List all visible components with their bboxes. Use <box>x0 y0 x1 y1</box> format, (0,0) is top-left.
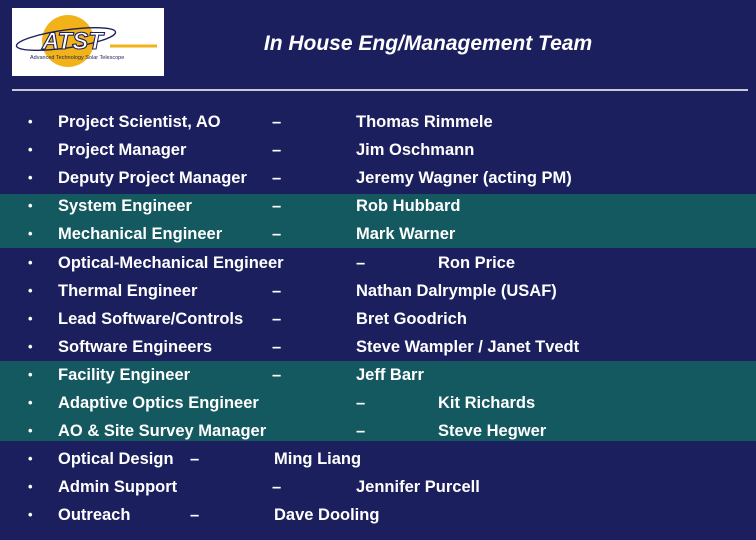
member-name: Steve Hegwer <box>438 422 547 441</box>
bullet-marker: • <box>28 310 33 326</box>
team-member-row <box>0 361 756 389</box>
separator-dash: – <box>190 506 200 525</box>
bullet-marker: • <box>28 170 33 186</box>
separator-dash: – <box>272 113 282 131</box>
member-name: Kit Richards <box>438 394 536 412</box>
separator-dash: – <box>272 141 282 160</box>
bullet-marker: • <box>28 338 33 354</box>
separator-dash: – <box>272 281 282 300</box>
slide-title: In House Eng/Management Team <box>263 32 593 55</box>
member-role: AO & Site Survey Manager <box>58 422 267 441</box>
bullet-marker: • <box>28 507 33 523</box>
member-role: Optical-Mechanical Engineer <box>58 253 284 272</box>
member-name: Mark Warner <box>356 225 456 244</box>
member-name: Ming Liang <box>274 450 362 469</box>
separator-dash: – <box>272 365 282 384</box>
bullet-marker: • <box>28 226 33 242</box>
team-member-row <box>0 192 756 220</box>
member-role: Deputy Project Manager <box>58 169 247 188</box>
bullet-marker: • <box>28 114 33 129</box>
bullet-marker: • <box>28 451 33 467</box>
member-name: Steve Wampler / Janet Tvedt <box>356 337 580 356</box>
team-member-row <box>0 501 756 529</box>
bullet-marker: • <box>28 142 33 158</box>
team-member-row <box>0 220 756 248</box>
member-role: Project Scientist, AO <box>58 113 221 131</box>
svg-text:Advanced Technology Solar Tele: Advanced Technology Solar Telescope <box>30 55 125 61</box>
member-role: Software Engineers <box>58 337 213 356</box>
team-member-row <box>0 108 756 136</box>
member-name: Rob Hubbard <box>356 197 461 216</box>
member-role: Adaptive Optics Engineer <box>58 394 259 412</box>
member-role: System Engineer <box>58 197 192 216</box>
separator-dash: – <box>272 478 282 497</box>
separator-dash: – <box>356 394 366 412</box>
team-member-row <box>0 277 756 305</box>
bullet-marker: • <box>28 198 33 214</box>
bullet-marker: • <box>28 282 33 298</box>
separator-dash: – <box>190 450 200 469</box>
team-member-row <box>0 249 756 277</box>
member-role: Project Manager <box>58 141 187 160</box>
team-member-row <box>0 333 756 361</box>
member-name: Jennifer Purcell <box>356 478 480 497</box>
team-member-row <box>0 389 756 417</box>
svg-text:ATST: ATST <box>42 28 103 55</box>
member-role: Outreach <box>58 506 131 525</box>
member-name: Jeremy Wagner (acting PM) <box>356 169 572 188</box>
atst-logo-graphic <box>12 8 164 76</box>
separator-dash: – <box>272 337 282 356</box>
bullet-marker: • <box>28 423 33 439</box>
team-member-row <box>0 445 756 473</box>
separator-dash: – <box>356 422 366 441</box>
team-member-row <box>0 136 756 164</box>
bullet-marker: • <box>28 395 33 410</box>
bullet-marker: • <box>28 479 33 495</box>
member-name: Ron Price <box>438 253 516 272</box>
member-name: Bret Goodrich <box>356 309 467 328</box>
atst-logo <box>12 8 164 76</box>
member-name: Dave Dooling <box>274 506 380 525</box>
member-role: Mechanical Engineer <box>58 225 223 244</box>
member-name: Thomas Rimmele <box>356 113 493 131</box>
separator-dash: – <box>272 309 282 328</box>
team-member-row <box>0 473 756 501</box>
member-role: Optical Design <box>58 450 174 469</box>
member-name: Jim Oschmann <box>356 141 475 160</box>
team-member-row <box>0 305 756 333</box>
bullet-marker: • <box>28 254 33 270</box>
separator-dash: – <box>272 225 282 244</box>
team-member-row <box>0 164 756 192</box>
team-member-row <box>0 417 756 445</box>
member-role: Facility Engineer <box>58 365 191 384</box>
member-name: Jeff Barr <box>356 365 424 384</box>
member-role: Thermal Engineer <box>58 281 198 300</box>
member-role: Lead Software/Controls <box>58 309 244 328</box>
separator-dash: – <box>356 253 366 272</box>
separator-dash: – <box>272 197 282 216</box>
title-divider <box>12 89 748 91</box>
member-name: Nathan Dalrymple (USAF) <box>356 281 557 300</box>
bullet-marker: • <box>28 366 33 382</box>
member-role: Admin Support <box>58 478 178 497</box>
separator-dash: – <box>272 169 282 188</box>
